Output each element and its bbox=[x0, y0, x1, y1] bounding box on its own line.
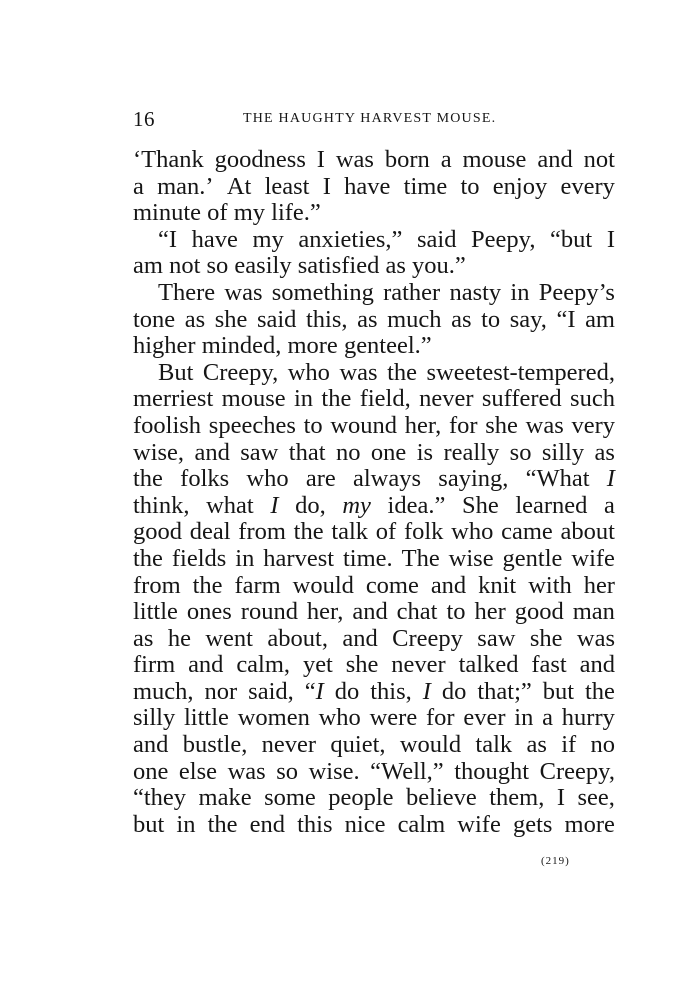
word: She bbox=[461, 491, 499, 519]
word: and bbox=[188, 651, 224, 679]
word: merriest bbox=[133, 385, 214, 413]
word: her, bbox=[306, 598, 344, 626]
word: such bbox=[570, 385, 615, 413]
word: is bbox=[416, 438, 434, 466]
word: as bbox=[526, 731, 547, 759]
word: no bbox=[335, 438, 361, 466]
word: something bbox=[271, 278, 374, 306]
word: deal bbox=[189, 518, 231, 546]
word: suffered bbox=[481, 385, 562, 413]
word: people bbox=[328, 784, 394, 812]
word: as bbox=[594, 438, 615, 466]
word: folks bbox=[180, 465, 230, 493]
word: Creepy, bbox=[539, 757, 615, 785]
word: this bbox=[297, 810, 333, 838]
word: chat bbox=[396, 598, 438, 626]
word: wise. bbox=[308, 757, 360, 785]
text-line bbox=[133, 732, 615, 759]
word: from bbox=[133, 571, 181, 599]
word: not bbox=[169, 252, 201, 280]
word: hurry bbox=[561, 704, 615, 732]
word: “but bbox=[550, 225, 593, 253]
word: a bbox=[133, 172, 144, 200]
word: talk bbox=[475, 731, 513, 759]
text-line bbox=[133, 200, 615, 227]
word: easily bbox=[234, 252, 292, 280]
word: “I bbox=[556, 305, 576, 333]
word: goodness bbox=[214, 146, 306, 173]
word: for bbox=[448, 411, 478, 439]
word: as bbox=[385, 252, 406, 280]
word: field, bbox=[359, 385, 411, 413]
word: little bbox=[184, 704, 229, 732]
word: quiet, bbox=[330, 731, 386, 759]
word: “What bbox=[525, 465, 590, 493]
word: and bbox=[342, 624, 378, 652]
word: talked bbox=[458, 651, 519, 679]
word: she bbox=[529, 624, 563, 652]
word: her, bbox=[404, 411, 442, 439]
word: so bbox=[206, 252, 229, 280]
word: learned bbox=[515, 491, 588, 519]
word: not bbox=[583, 146, 615, 173]
word: said bbox=[256, 305, 297, 333]
text-line bbox=[133, 466, 615, 493]
word: were bbox=[369, 704, 418, 732]
word: have bbox=[191, 225, 238, 253]
word: to bbox=[303, 411, 323, 439]
word: to bbox=[460, 172, 480, 200]
word: more bbox=[564, 810, 615, 838]
word: her bbox=[583, 571, 615, 599]
word: said, bbox=[248, 677, 294, 705]
word: I bbox=[316, 146, 325, 173]
word: foolish bbox=[133, 411, 202, 439]
word: “they bbox=[133, 784, 187, 812]
word: wife bbox=[457, 810, 501, 838]
word: knit bbox=[478, 571, 517, 599]
word: for bbox=[425, 704, 455, 732]
word: I bbox=[270, 491, 279, 519]
word: I bbox=[322, 172, 331, 200]
word: and bbox=[430, 571, 467, 599]
word: thought bbox=[454, 757, 530, 785]
word: Peepy’s bbox=[538, 278, 615, 306]
text-line bbox=[133, 812, 615, 839]
word: wife bbox=[571, 544, 615, 572]
word: nice bbox=[344, 810, 386, 838]
word: my bbox=[252, 225, 284, 253]
word: from bbox=[238, 518, 286, 546]
word: Peepy, bbox=[471, 225, 536, 253]
word: silly bbox=[133, 704, 176, 732]
text-line bbox=[133, 652, 615, 679]
word: harvest bbox=[263, 544, 335, 572]
word: and bbox=[194, 438, 230, 466]
word: of bbox=[207, 199, 228, 227]
word: tone bbox=[133, 305, 176, 333]
word: firm bbox=[133, 651, 176, 679]
word: one bbox=[370, 438, 407, 466]
word: her bbox=[474, 598, 506, 626]
word: never bbox=[419, 385, 474, 413]
word: wound bbox=[330, 411, 398, 439]
word: some bbox=[264, 784, 316, 812]
word: to bbox=[446, 598, 466, 626]
word: she bbox=[214, 305, 248, 333]
word: good bbox=[133, 518, 182, 546]
text-line bbox=[133, 413, 615, 440]
word: time. bbox=[343, 544, 393, 572]
word: never bbox=[261, 731, 317, 759]
word: more bbox=[287, 332, 338, 360]
word: always bbox=[353, 465, 422, 493]
word: saw bbox=[240, 438, 279, 466]
page-number: 16 bbox=[133, 107, 155, 131]
word: about bbox=[560, 518, 615, 546]
word: that bbox=[288, 438, 326, 466]
word: come bbox=[365, 571, 419, 599]
text-line bbox=[133, 785, 615, 812]
word: mouse bbox=[221, 385, 286, 413]
word: saw bbox=[477, 624, 516, 652]
word: have bbox=[344, 172, 391, 200]
text-line bbox=[133, 440, 615, 467]
word: “I bbox=[304, 677, 324, 705]
word: and bbox=[352, 598, 388, 626]
signature-mark: (219) bbox=[541, 855, 570, 867]
text-line bbox=[133, 360, 615, 387]
word: I bbox=[606, 465, 615, 493]
text-line bbox=[133, 679, 615, 706]
word: enjoy bbox=[492, 172, 548, 200]
word: in bbox=[514, 704, 534, 732]
word: what bbox=[206, 491, 254, 519]
word: end bbox=[249, 810, 286, 838]
word: the bbox=[133, 465, 163, 493]
word: sweetest-tempered, bbox=[426, 358, 615, 386]
word: mouse bbox=[462, 146, 527, 173]
word: least bbox=[264, 172, 310, 200]
word: life.” bbox=[271, 199, 321, 227]
body-text bbox=[133, 147, 615, 838]
word: wise bbox=[448, 544, 494, 572]
word: am bbox=[133, 252, 163, 280]
word: little bbox=[133, 598, 178, 626]
word: gets bbox=[512, 810, 553, 838]
word: and bbox=[579, 651, 615, 679]
word: make bbox=[198, 784, 252, 812]
word: if bbox=[561, 731, 577, 759]
word: man bbox=[572, 598, 615, 626]
word: a bbox=[440, 146, 452, 173]
word: talk bbox=[331, 518, 369, 546]
word: “Well,” bbox=[370, 757, 444, 785]
word: The bbox=[401, 544, 440, 572]
text-line bbox=[133, 546, 615, 573]
word: he bbox=[167, 624, 191, 652]
word: said bbox=[417, 225, 457, 253]
word: so bbox=[509, 438, 532, 466]
word: are bbox=[305, 465, 336, 493]
word: and bbox=[133, 731, 169, 759]
word: idea.” bbox=[387, 491, 446, 519]
word: satisfied bbox=[297, 252, 380, 280]
running-title: THE HAUGHTY HARVEST MOUSE. bbox=[243, 111, 497, 126]
word: a bbox=[604, 491, 615, 519]
word: genteel.” bbox=[343, 332, 432, 360]
word: about, bbox=[267, 624, 328, 652]
word: but bbox=[133, 810, 165, 838]
word: was bbox=[576, 624, 615, 652]
word: was bbox=[224, 278, 263, 306]
word: I bbox=[556, 784, 566, 812]
word: saying, bbox=[438, 465, 509, 493]
word: she bbox=[345, 651, 379, 679]
text-line bbox=[133, 626, 615, 653]
word: who bbox=[451, 518, 494, 546]
word: else bbox=[178, 757, 218, 785]
page-header bbox=[133, 107, 615, 131]
word: silly bbox=[541, 438, 585, 466]
word: as bbox=[451, 305, 472, 333]
word: much, bbox=[133, 677, 194, 705]
word: with bbox=[528, 571, 572, 599]
text-line bbox=[133, 253, 615, 280]
word: Creepy, bbox=[202, 358, 279, 386]
word: was bbox=[339, 358, 378, 386]
word: ‘Thank bbox=[133, 146, 204, 173]
word: but bbox=[542, 677, 575, 705]
word: wise, bbox=[133, 438, 185, 466]
word: born bbox=[384, 146, 430, 173]
word: folk bbox=[403, 518, 444, 546]
word: in bbox=[176, 810, 196, 838]
word: she bbox=[485, 411, 518, 439]
word: the bbox=[133, 544, 163, 572]
word: am bbox=[585, 305, 615, 333]
word: every bbox=[560, 172, 615, 200]
word: think, bbox=[133, 491, 190, 519]
word: never bbox=[391, 651, 446, 679]
text-line bbox=[133, 227, 615, 254]
word: who bbox=[246, 465, 289, 493]
word: the bbox=[387, 358, 418, 386]
word: a bbox=[542, 704, 554, 732]
text-line bbox=[133, 174, 615, 201]
word: nor bbox=[204, 677, 238, 705]
word: ones bbox=[186, 598, 232, 626]
word: say, bbox=[509, 305, 547, 333]
text-line bbox=[133, 705, 615, 732]
word: minded, bbox=[201, 332, 282, 360]
word: was bbox=[335, 146, 374, 173]
word: would bbox=[399, 731, 462, 759]
word: farm bbox=[234, 571, 281, 599]
word: rather bbox=[383, 278, 441, 306]
text-line bbox=[133, 519, 615, 546]
word: in bbox=[293, 385, 314, 413]
word: one bbox=[133, 757, 169, 785]
word: But bbox=[158, 358, 194, 386]
word: good bbox=[514, 598, 564, 626]
text-line bbox=[133, 280, 615, 307]
word: of bbox=[375, 518, 397, 546]
word: who bbox=[318, 704, 361, 732]
word: see, bbox=[577, 784, 615, 812]
word: so bbox=[276, 757, 299, 785]
word: much bbox=[387, 305, 442, 333]
word: the bbox=[293, 518, 324, 546]
word: I bbox=[606, 225, 615, 253]
word: and bbox=[537, 146, 573, 173]
text-line bbox=[133, 333, 615, 360]
word: I bbox=[422, 677, 431, 705]
word: as bbox=[184, 305, 206, 333]
word: as bbox=[357, 305, 378, 333]
word: that;” bbox=[477, 677, 532, 705]
text-line bbox=[133, 386, 615, 413]
text-line bbox=[133, 307, 615, 334]
word: came bbox=[501, 518, 553, 546]
word: There bbox=[158, 278, 216, 306]
word: in bbox=[235, 544, 255, 572]
word: really bbox=[443, 438, 500, 466]
word: fields bbox=[171, 544, 227, 572]
word: this, bbox=[370, 677, 412, 705]
word: fast bbox=[531, 651, 567, 679]
word: higher bbox=[133, 332, 196, 360]
word: do bbox=[334, 677, 360, 705]
word: calm bbox=[397, 810, 446, 838]
word: speeches bbox=[208, 411, 296, 439]
word: man.’ bbox=[157, 172, 214, 200]
word: would bbox=[292, 571, 354, 599]
word: who bbox=[287, 358, 330, 386]
word: Creepy bbox=[392, 624, 463, 652]
text-line bbox=[133, 493, 615, 520]
text-line bbox=[133, 147, 615, 174]
word: very bbox=[571, 411, 615, 439]
word: “I bbox=[158, 225, 178, 253]
word: calm, bbox=[236, 651, 291, 679]
word: nasty bbox=[449, 278, 502, 306]
word: do, bbox=[295, 491, 326, 519]
text-line bbox=[133, 573, 615, 600]
word: you.” bbox=[412, 252, 466, 280]
word: the bbox=[585, 677, 615, 705]
word: was bbox=[227, 757, 266, 785]
word: the bbox=[192, 571, 223, 599]
word: was bbox=[525, 411, 564, 439]
word: minute bbox=[133, 199, 202, 227]
word: do bbox=[441, 677, 467, 705]
word: time bbox=[403, 172, 448, 200]
word: women bbox=[237, 704, 310, 732]
word: no bbox=[590, 731, 615, 759]
word: bustle, bbox=[182, 731, 248, 759]
word: gentle bbox=[502, 544, 563, 572]
word: believe bbox=[406, 784, 477, 812]
word: At bbox=[226, 172, 252, 200]
word: ever bbox=[463, 704, 506, 732]
word: round bbox=[240, 598, 298, 626]
word: them, bbox=[489, 784, 545, 812]
word: the bbox=[321, 385, 352, 413]
word: as bbox=[133, 624, 154, 652]
word: the bbox=[207, 810, 238, 838]
word: my bbox=[233, 199, 266, 227]
word: anxieties,” bbox=[298, 225, 403, 253]
word: this, bbox=[306, 305, 348, 333]
word: in bbox=[510, 278, 530, 306]
word: went bbox=[205, 624, 253, 652]
word: to bbox=[481, 305, 501, 333]
text-line bbox=[133, 599, 615, 626]
word: my bbox=[342, 491, 371, 519]
word: yet bbox=[302, 651, 333, 679]
text-line bbox=[133, 759, 615, 786]
